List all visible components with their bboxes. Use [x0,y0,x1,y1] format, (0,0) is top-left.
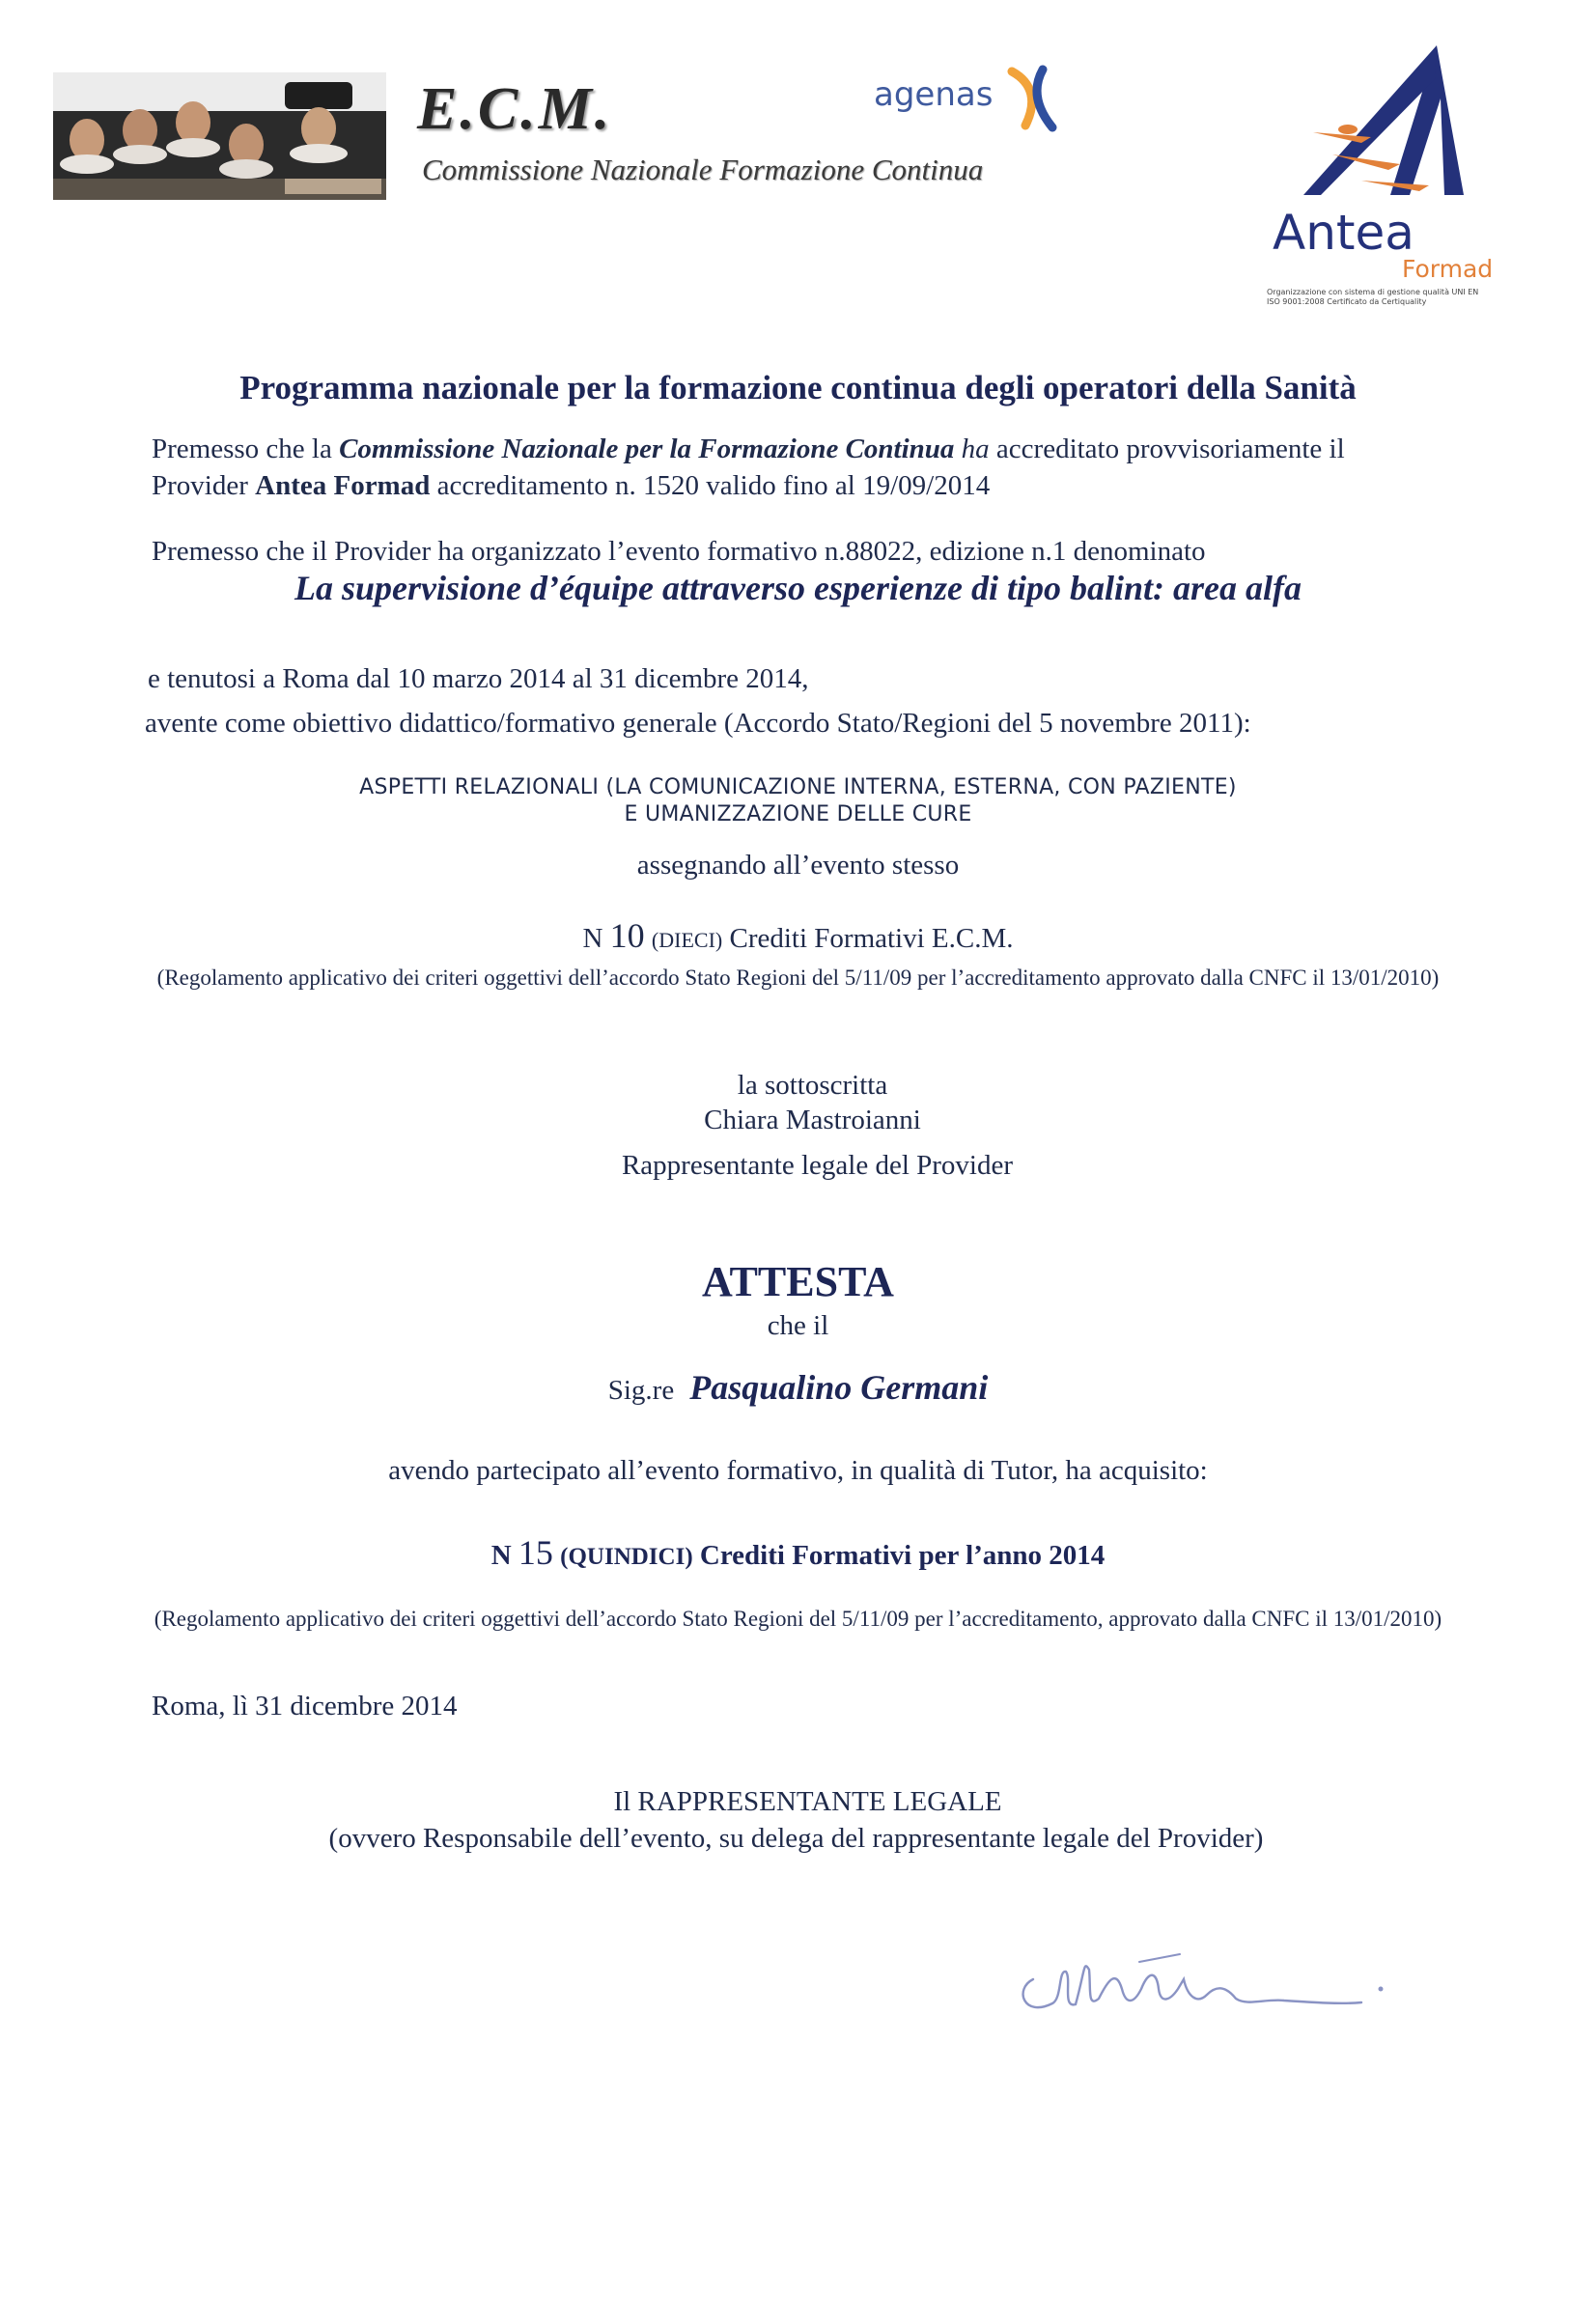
commission-name: Commissione Nazionale per la Formazione Continua [339,434,955,464]
objective-caps-line-2: E UMANIZZAZIONE DELLE CURE [624,802,972,826]
objective-caps-line-1: ASPETTI RELAZIONALI (LA COMUNICAZIONE INTERNA, ESTERNA, CON PAZIENTE) [359,775,1237,799]
place-date: Roma, lì 31 dicembre 2014 [152,1691,458,1721]
regulation-note-2: (Regolamento applicativo dei criteri oggettivi dell’accordo Stato Regioni del 5/11/09 per l’accreditamento, approvato dalla CNFC il 13/01/2010) [154,1607,1442,1631]
signatory-role: Rappresentante legale del Provider [621,1150,1014,1181]
acquired-credits-words: (QUINDICI) [560,1544,693,1570]
recipient [0,1367,1596,1408]
acquired-credits-n: N [490,1540,512,1571]
agenas-logo-text [874,75,993,114]
ecm-painting-image [53,72,386,200]
premise-2: Premesso che il Provider ha organizzato l’evento formativo n.88022, edizione n.1 denominato [152,536,1206,567]
event-credits-label: Crediti Formativi E.C.M. [729,923,1014,954]
signatory-name: Chiara Mastroianni [704,1105,921,1135]
page-title: Programma nazionale per la formazione continua degli operatori della Sanità [239,369,1357,406]
signatory-intro: la sottoscritta [737,1070,888,1101]
antea-certification-text: Organizzazione con sistema di gestione qualità UNI EN ISO 9001:2008 Certificato da Certiquality [1267,288,1479,306]
ecm-subtitle: Commissione Nazionale Formazione Continua [422,153,984,186]
agenas-logo-icon [1004,64,1074,133]
premise-1-line2-rest: accreditamento n. 1520 valido fino al 19/09/2014 [430,470,991,501]
attesta-heading: ATTESTA [702,1258,894,1305]
ecm-title: E.C.M. [417,76,613,142]
signature [994,1912,1429,2037]
premise-1-ha: ha [954,434,990,464]
recipient-title: Sig.re [607,1375,675,1406]
event-credits [0,915,1596,956]
premise-1-line2-prefix: Provider [152,470,256,501]
participation-text: avendo partecipato all’evento formativo, in qualità di Tutor, ha acquisito: [388,1455,1208,1486]
acquired-credits [0,1532,1596,1573]
agenas-logo-word: agenas [874,75,994,114]
premise-1-line-2 [152,470,990,502]
che-il-text: che il [767,1310,829,1341]
premise-1-rest: accreditato provvisoriamente il [989,434,1345,464]
antea-logo-formad: Formad [1402,255,1494,283]
premise-1-line-1 [152,434,1345,465]
legal-rep-note: (ovvero Responsabile dell’evento, su delega del rappresentante legale del Provider) [328,1823,1264,1854]
antea-logo-word: Antea [1273,205,1414,261]
legal-rep-title: Il RAPPRESENTANTE LEGALE [613,1786,1002,1817]
event-dates: e tenutosi a Roma dal 10 marzo 2014 al 31 dicembre 2014, [148,663,809,694]
acquired-credits-label: Crediti Formativi per l’anno 2014 [699,1540,1106,1571]
event-title: La supervisione d’équipe attraverso esperienze di tipo balint: area alfa [294,569,1302,607]
premise-1-prefix: Premesso che la [152,434,340,464]
acquired-credits-number: 15 [518,1533,553,1572]
recipient-name: Pasqualino Germani [689,1368,989,1407]
event-objective: avente come obiettivo didattico/formativo generale (Accordo Stato/Regioni del 5 novembre 2011): [145,708,1251,739]
event-credits-words: (DIECI) [651,928,723,952]
antea-logo-icon [1265,41,1487,224]
regulation-note-1: (Regolamento applicativo dei criteri oggettivi dell’accordo Stato Regioni del 5/11/09 per l’accreditamento approvato dalla CNFC il 13/01/2010) [156,966,1440,990]
event-credits-number: 10 [609,916,645,955]
provider-name: Antea Formad [255,470,431,501]
assigning-text: assegnando all’evento stesso [636,850,960,881]
event-credits-n: N [582,923,603,954]
